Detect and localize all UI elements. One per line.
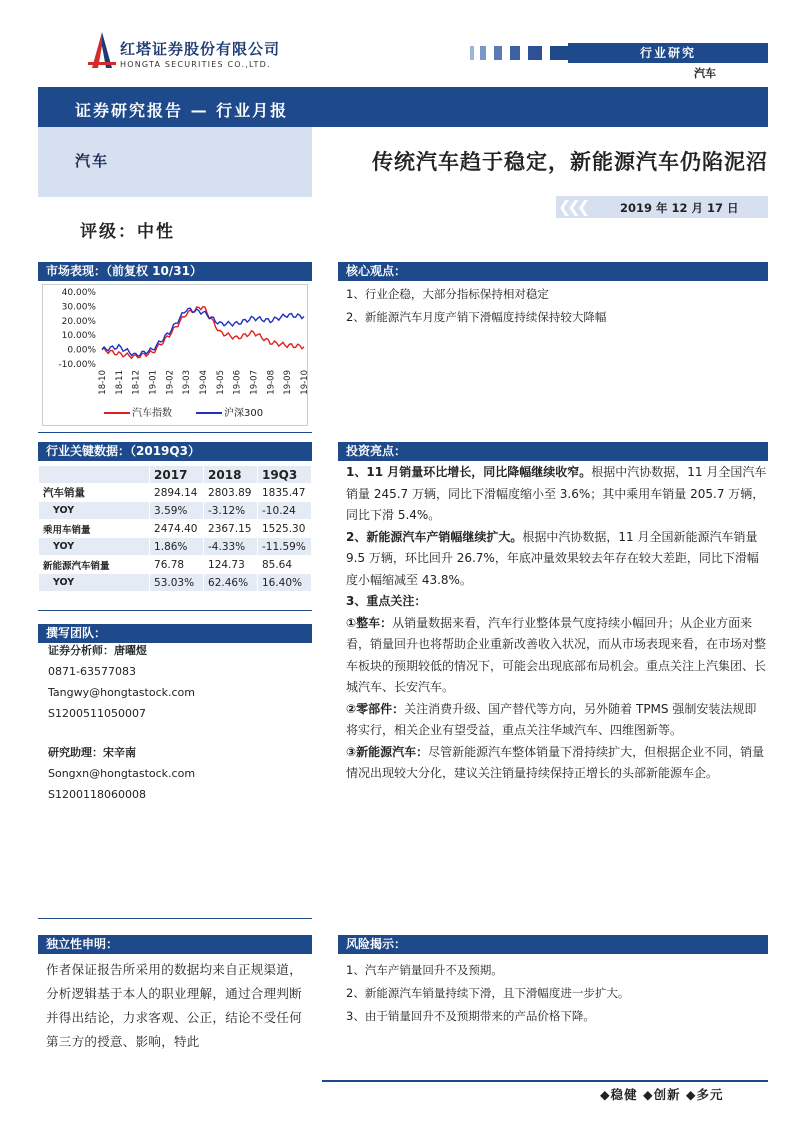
y-tick-label: 20.00% — [61, 316, 96, 327]
independence-text: 作者保证报告所采用的数据均来自正规渠道，分析逻辑基于本人的职业理解，通过合理判断并得出结论，力求客观、公正，结论不受任何第三方的授意、影响，特此 — [46, 962, 303, 1049]
row-label: 乘用车销量 — [39, 520, 150, 538]
highlight-paragraph — [346, 527, 768, 592]
table-row — [39, 556, 312, 574]
table-cell: 53.03% — [150, 574, 204, 592]
highlight-text: 根据中汽协数据，11 月全国汽车销量 245.7 万辆，同比下滑幅度缩小至 3.6%；其中乘用车销量 205.7 万辆，同比下滑 5.4%。 — [346, 465, 767, 522]
table-cell: 1.86% — [150, 538, 204, 556]
x-tick-label: 19-04 — [199, 370, 209, 395]
row-label: YOY — [39, 502, 150, 520]
x-tick-label: 19-09 — [283, 370, 294, 395]
y-tick-label: -10.00% — [58, 360, 96, 370]
highlight-paragraph — [346, 591, 768, 613]
highlight-bold: ①整车： — [346, 615, 393, 630]
table-header-cell: 19Q3 — [257, 466, 311, 484]
analyst-cert: S1200511050007 — [48, 707, 146, 720]
table-cell: 85.64 — [257, 556, 311, 574]
highlight-text: 根据中汽协数据，11 月全国新能源汽车销量 9.5 万辆，环比回升 26.7%，年底冲量效果较去年存在较大差距，同比下滑幅度小幅缩减至 43.8%。 — [346, 529, 759, 587]
band-sector: 汽车 — [75, 152, 110, 170]
key-data-header-label: 行业关键数据：（2019Q3） — [46, 444, 200, 458]
analyst-name: 证券分析师：唐曜煜 — [48, 644, 147, 657]
team-list — [48, 640, 195, 805]
table-row — [39, 484, 312, 502]
highlight-paragraph — [346, 462, 768, 527]
divider — [38, 918, 312, 919]
highlight-text: 尽管新能源汽车整体销量下滑持续扩大，但根据企业不同，销量情况出现较大分化，建议关注销量持续保持正增长的头部新能源车企。 — [346, 744, 765, 780]
x-tick-label: 18-12 — [131, 370, 142, 395]
x-tick-label: 18-11 — [114, 370, 125, 395]
list-item: 1、汽车产销量回升不及预期。 — [346, 963, 503, 977]
assistant-name: 研究助理：宋辛南 — [48, 746, 136, 759]
list-item: 2、新能源汽车销量持续下滑，且下滑幅度进一步扩大。 — [346, 986, 630, 1000]
x-tick-label: 19-10 — [300, 370, 310, 395]
risk-header-label: 风险揭示： — [346, 937, 407, 951]
row-label: YOY — [39, 538, 150, 556]
highlight-text: 关注消费升级、国产替代等方向，另外随着 TPMS 强制安装法规即将实行，相关企业有望受益，重点关注华域汽车、四维图新等。 — [346, 701, 757, 737]
key-data-header — [38, 442, 312, 461]
highlight-text: 从销量数据来看，汽车行业整体景气度持续小幅回升；从企业方面来看，销量回升也将帮助企业重新改善收入状况，而从市场表现来看，在市场对整车板块的预期较低的情况下，可能会出现底部布局机会。重点关注上汽集团、长城汽车、长安汽车。 — [346, 615, 767, 694]
hongta-logo-icon — [88, 32, 116, 68]
series-title: 证券研究报告 — 行业月报 — [75, 101, 289, 120]
table-cell: 2894.14 — [150, 484, 204, 502]
highlight-bold: ③新能源汽车： — [346, 744, 429, 759]
list-item: 1、行业企稳，大部分指标保持相对稳定 — [346, 287, 549, 301]
highlight-bold: ②零部件： — [346, 701, 405, 716]
highlight-paragraph — [346, 613, 768, 699]
report-type-label: 行业研究 — [568, 43, 768, 63]
report-date: 2019 年 12 月 17 日 — [620, 201, 739, 215]
market-header — [38, 262, 312, 281]
table-cell: 76.78 — [150, 556, 204, 574]
table-cell: 16.40% — [257, 574, 311, 592]
market-chart — [42, 284, 308, 426]
table-cell: 1525.30 — [257, 520, 311, 538]
highlights-header — [338, 442, 768, 461]
team-header-label: 撰写团队： — [46, 626, 107, 640]
table-row — [39, 574, 312, 592]
table-cell: -10.24 — [257, 502, 311, 520]
header-stripes — [470, 46, 570, 60]
highlight-bold: 2、新能源汽车产销幅继续扩大。 — [346, 529, 523, 544]
assistant-cert: S1200118060008 — [48, 788, 146, 801]
table-cell: -4.33% — [204, 538, 258, 556]
row-label: 汽车销量 — [39, 484, 150, 502]
table-row — [39, 502, 312, 520]
footer-line — [322, 1080, 768, 1082]
list-item: 3、由于销量回升不及预期带来的产品价格下降。 — [346, 1009, 595, 1023]
analyst-phone: 0871-63577083 — [48, 665, 136, 678]
independence-header-label: 独立性申明： — [46, 937, 119, 951]
y-tick-label: 30.00% — [61, 302, 96, 313]
key-data-table — [38, 465, 312, 592]
series-line — [102, 308, 304, 356]
table-cell: -11.59% — [257, 538, 311, 556]
market-header-label: 市场表现：（前复权 10/31） — [46, 264, 202, 278]
x-tick-label: 19-03 — [182, 370, 193, 395]
assistant-email[interactable]: Songxn@hongtastock.com — [48, 767, 196, 780]
table-header-cell: 2017 — [150, 466, 204, 484]
table-cell: 124.73 — [204, 556, 258, 574]
x-tick-label: 19-06 — [232, 370, 243, 395]
table-cell: -3.12% — [204, 502, 258, 520]
company-name: 红塔证券股份有限公司 — [120, 40, 281, 58]
series-line — [102, 307, 304, 359]
legend-label: 沪深300 — [224, 408, 264, 419]
x-tick-label: 19-07 — [249, 370, 260, 395]
company-name-en: HONGTA SECURITIES CO.,LTD. — [120, 60, 271, 69]
list-item: 2、新能源汽车月度产销下滑幅度持续保持较大降幅 — [346, 310, 607, 324]
risk-list — [346, 959, 629, 1028]
highlight-bold: 3、重点关注： — [346, 594, 427, 608]
chevrons-icon: ❮❮❮ — [558, 197, 587, 216]
x-tick-label: 19-08 — [266, 370, 277, 395]
risk-header — [338, 935, 768, 954]
core-header — [338, 262, 768, 281]
table-cell: 2474.40 — [150, 520, 204, 538]
x-tick-label: 19-02 — [165, 370, 176, 395]
header-sector: 汽车 — [694, 67, 716, 80]
divider — [38, 432, 312, 433]
rating: 评级：中性 — [80, 222, 175, 242]
table-row — [39, 538, 312, 556]
x-tick-label: 18-10 — [98, 370, 108, 395]
highlight-bold: 1、11 月销量环比增长，同比降幅继续收窄。 — [346, 465, 592, 479]
highlight-paragraph — [346, 742, 768, 785]
table-cell: 3.59% — [150, 502, 204, 520]
analyst-email[interactable]: Tangwy@hongtastock.com — [48, 686, 195, 699]
table-header-row — [39, 466, 312, 484]
table-cell: 2367.15 — [204, 520, 258, 538]
table-cell: 2803.89 — [204, 484, 258, 502]
independence-header — [38, 935, 312, 954]
x-tick-label: 19-01 — [148, 370, 159, 395]
highlights-body — [346, 462, 768, 785]
core-header-label: 核心观点： — [346, 264, 407, 278]
y-tick-label: 40.00% — [61, 288, 96, 298]
divider — [38, 610, 312, 611]
x-tick-label: 19-05 — [215, 370, 226, 395]
table-cell: 62.46% — [204, 574, 258, 592]
row-label: 新能源汽车销量 — [39, 556, 150, 574]
legend-label: 汽车指数 — [132, 408, 172, 419]
table-cell: 1835.47 — [257, 484, 311, 502]
footer-slogan: ◆稳健 ◆创新 ◆多元 — [600, 1087, 724, 1102]
highlights-header-label: 投资亮点： — [346, 444, 407, 458]
table-header-cell — [39, 466, 150, 484]
report-title: 传统汽车趋于稳定，新能源汽车仍陷泥沼 — [372, 150, 768, 174]
row-label: YOY — [39, 574, 150, 592]
table-header-cell: 2018 — [204, 466, 258, 484]
table-row — [39, 520, 312, 538]
y-tick-label: 0.00% — [67, 345, 96, 356]
y-tick-label: 10.00% — [61, 331, 96, 342]
core-list — [346, 283, 606, 329]
highlight-paragraph — [346, 699, 768, 742]
